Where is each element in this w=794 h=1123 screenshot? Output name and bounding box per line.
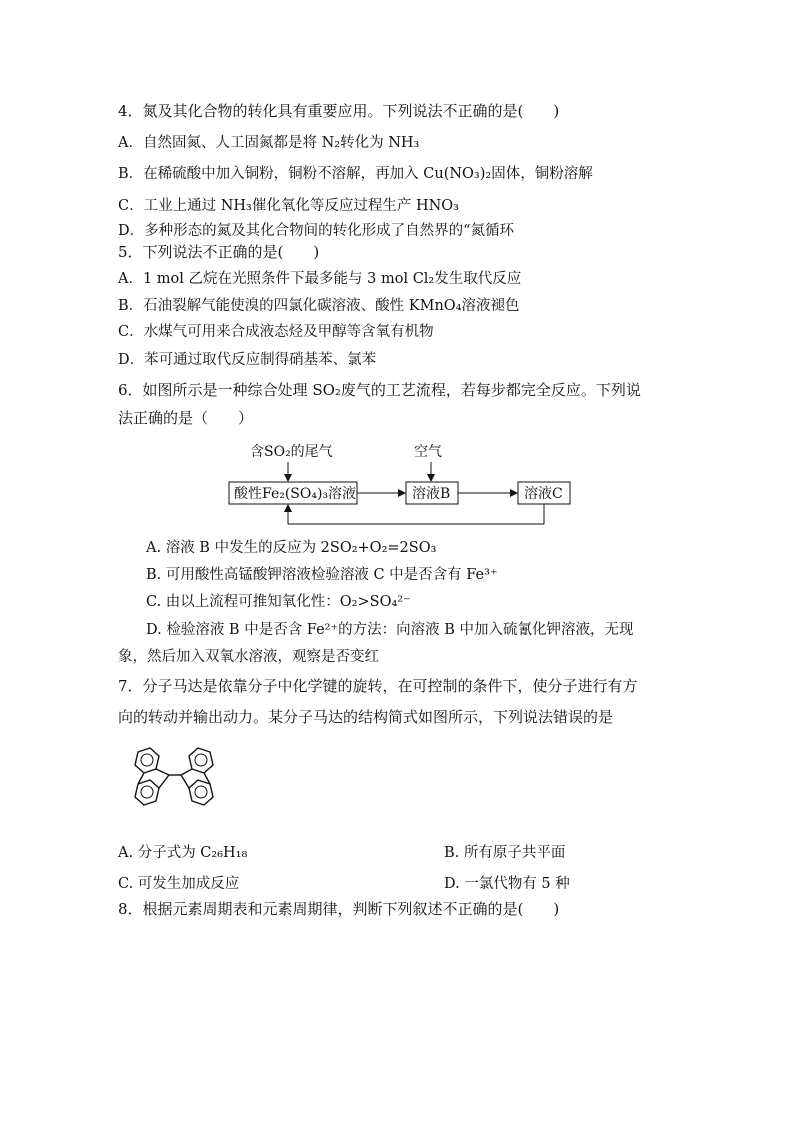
q6-option-b: B. 可用酸性高锰酸钾溶液检验溶液 C 中是否含有 Fe³⁺ [146,567,498,583]
q7-stem-line1: 7．分子马达是依靠分子中化学键的旋转，在可控制的条件下，使分子进行有方 [118,677,638,695]
q6-option-d-line2: 象，然后加入双氧水溶液，观察是否变红 [118,649,379,665]
q5-stem: 5．下列说法不正确的是( ) [118,243,320,261]
q4-stem: 4．氮及其化合物的转化具有重要应用。下列说法不正确的是( ) [118,102,560,120]
q6-option-c: C. 由以上流程可推知氧化性：O₂>SO₄²⁻ [146,594,411,610]
flow-arrow-recycle [288,504,544,524]
q7-option-a: A. 分子式为 C₂₆H₁₈ [118,845,248,861]
q7-option-d: D. 一氯代物有 5 种 [444,876,570,892]
flow-box-solution-c-label: 溶液C [524,486,563,502]
process-flow-diagram [228,438,578,530]
q8-stem: 8．根据元素周期表和元素周期律，判断下列叙述不正确的是( ) [118,900,560,918]
q6-stem-line2: 法正确的是（ ） [118,409,254,427]
flow-box-solution-b-label: 溶液B [412,486,451,502]
q5-option-b: B．石油裂解气能使溴的四氯化碳溶液、酸性 KMnO₄溶液褪色 [118,298,520,314]
q6-stem-line1: 6．如图所示是一种综合处理 SO₂废气的工艺流程，若每步都完全反应。下列说 [118,381,641,399]
q4-option-b: B．在稀硫酸中加入铜粉，铜粉不溶解，再加入 Cu(NO₃)₂固体，铜粉溶解 [118,166,593,182]
q5-option-c: C．水煤气可用来合成液态烃及甲醇等含氧有机物 [118,324,434,340]
q6-option-d-line1: D. 检验溶液 B 中是否含 Fe²⁺的方法：向溶液 B 中加入硫氰化钾溶液，无现 [146,622,634,638]
q7-stem-line2: 向的转动并输出动力。某分子马达的结构简式如图所示，下列说法错误的是 [118,708,614,726]
q4-option-d: D．多种形态的氮及其化合物间的转化形成了自然界的“氮循环 [118,223,515,239]
q7-option-b: B. 所有原子共平面 [444,845,566,861]
flow-input-air: 空气 [414,444,442,460]
q7-option-c: C. 可发生加成反应 [118,876,240,892]
q5-option-a: A．1 mol 乙烷在光照条件下最多能与 3 mol Cl₂发生取代反应 [118,271,522,287]
q5-option-d: D．苯可通过取代反应制得硝基苯、氯苯 [118,352,377,368]
q4-option-c: C．工业上通过 NH₃催化氧化等反应过程生产 HNO₃ [118,198,459,214]
flow-input-tail-gas: 含SO₂的尾气 [250,444,333,460]
molecule-structure-image [124,744,224,824]
q4-option-a: A．自然固氮、人工固氮都是将 N₂转化为 NH₃ [118,135,420,151]
q6-option-a: A. 溶液 B 中发生的反应为 2SO₂+O₂=2SO₃ [146,540,437,556]
flow-box-fe2so43-label: 酸性Fe₂(SO₄)₃溶液 [234,486,357,502]
